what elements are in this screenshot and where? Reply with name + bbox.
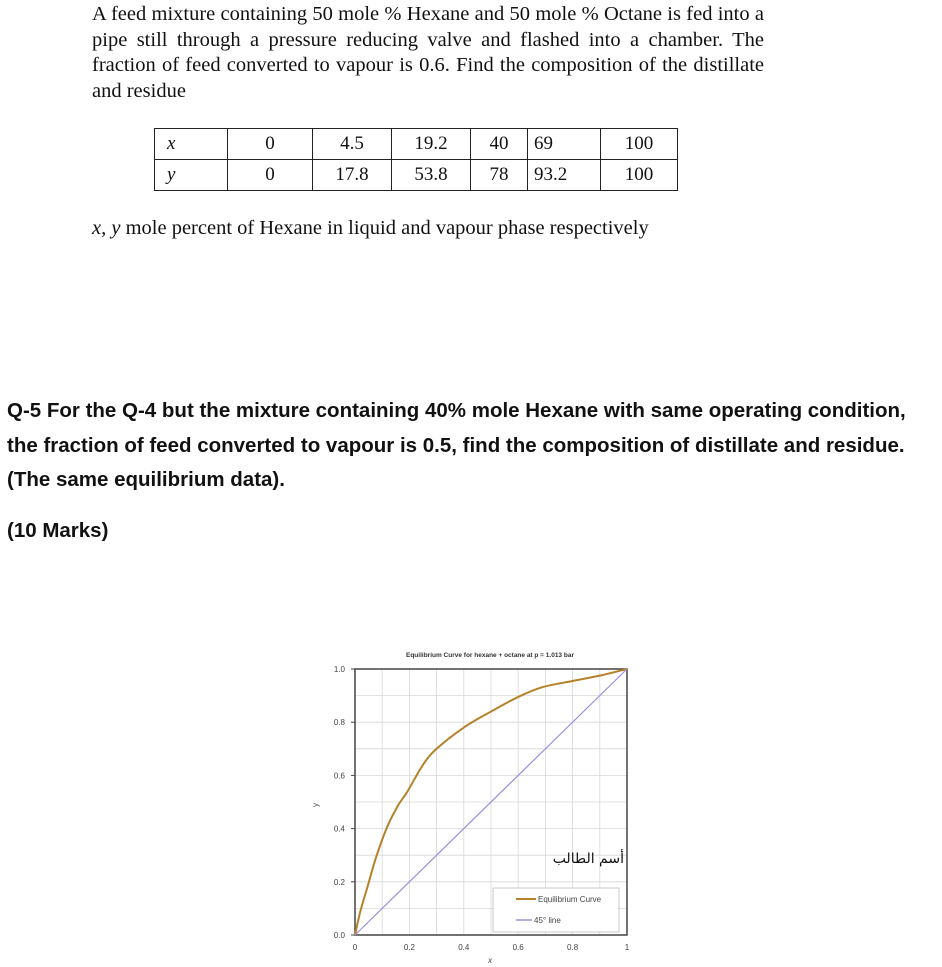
y-tick-label: 0.6 — [333, 771, 345, 781]
table-note — [92, 217, 649, 240]
row-label-y: y — [155, 160, 228, 191]
chart-title: Equilibrium Curve for hexane + octane at p = 1.013 bar — [406, 652, 574, 659]
table-cell: 93.2 — [528, 160, 601, 191]
x-axis-label: x — [488, 956, 492, 965]
table-cell: 40 — [471, 129, 528, 160]
table-cell: 100 — [601, 129, 678, 160]
table-note-text: mole percent of Hexane in liquid and vapour phase respectively — [120, 217, 649, 239]
x-tick-label: 1 — [624, 943, 630, 952]
x-tick-label: 0.8 — [567, 943, 579, 952]
question-4-text — [92, 2, 764, 104]
x-axis-ticks — [353, 943, 630, 952]
chart-legend — [493, 888, 619, 932]
question-4-paragraph: A feed mixture containing 50 mole % Hexane and 50 mole % Octane is fed into a pipe still through a pressure reducing valve and flashed into a chamber. The fraction of feed converted to vapour is 0.6. Find the composition of the distillate and residue — [92, 3, 764, 102]
table-cell: 0 — [228, 160, 313, 191]
y-tick-label: 1.0 — [333, 665, 345, 674]
legend-label-equilibrium: Equilibrium Curve — [538, 895, 602, 904]
table-cell: 4.5 — [313, 129, 392, 160]
table-cell: 19.2 — [392, 129, 471, 160]
row-label-x: x — [155, 129, 228, 160]
question-5-paragraph: Q-5 For the Q-4 but the mixture containing 40% mole Hexane with same operating condition, the fraction of feed converted to vapour is 0.5, find the composition of distillate and residue. (The same equilibrium data). — [7, 399, 906, 491]
table-cell: 100 — [601, 160, 678, 191]
x-tick-label: 0.4 — [458, 943, 470, 952]
equilibrium-data-table — [154, 128, 678, 191]
x-tick-label: 0.6 — [512, 943, 524, 952]
table-cell: 78 — [471, 160, 528, 191]
legend-label-45-line: 45° line — [534, 916, 561, 925]
student-name-annotation: أسم الطالب — [552, 851, 624, 867]
table-cell: 0 — [228, 129, 313, 160]
x-tick-label: 0 — [352, 943, 358, 952]
table-cell: 17.8 — [313, 160, 392, 191]
y-axis-ticks — [334, 665, 355, 940]
table-cell: 53.8 — [392, 160, 471, 191]
y-axis-label: y — [311, 803, 320, 807]
y-tick-label: 0.2 — [333, 877, 345, 887]
y-tick-label: 0.0 — [333, 931, 345, 940]
table-cell: 69 — [528, 129, 601, 160]
marks-label: (10 Marks) — [7, 518, 109, 542]
table-row-x — [155, 129, 678, 160]
equilibrium-chart — [300, 640, 650, 967]
y-tick-label: 0.4 — [333, 824, 345, 834]
table-row-y — [155, 160, 678, 191]
y-tick-label: 0.8 — [333, 718, 345, 728]
question-5-text — [7, 394, 942, 548]
x-tick-label: 0.2 — [403, 943, 415, 952]
table-note-vars: x, y — [92, 217, 121, 239]
